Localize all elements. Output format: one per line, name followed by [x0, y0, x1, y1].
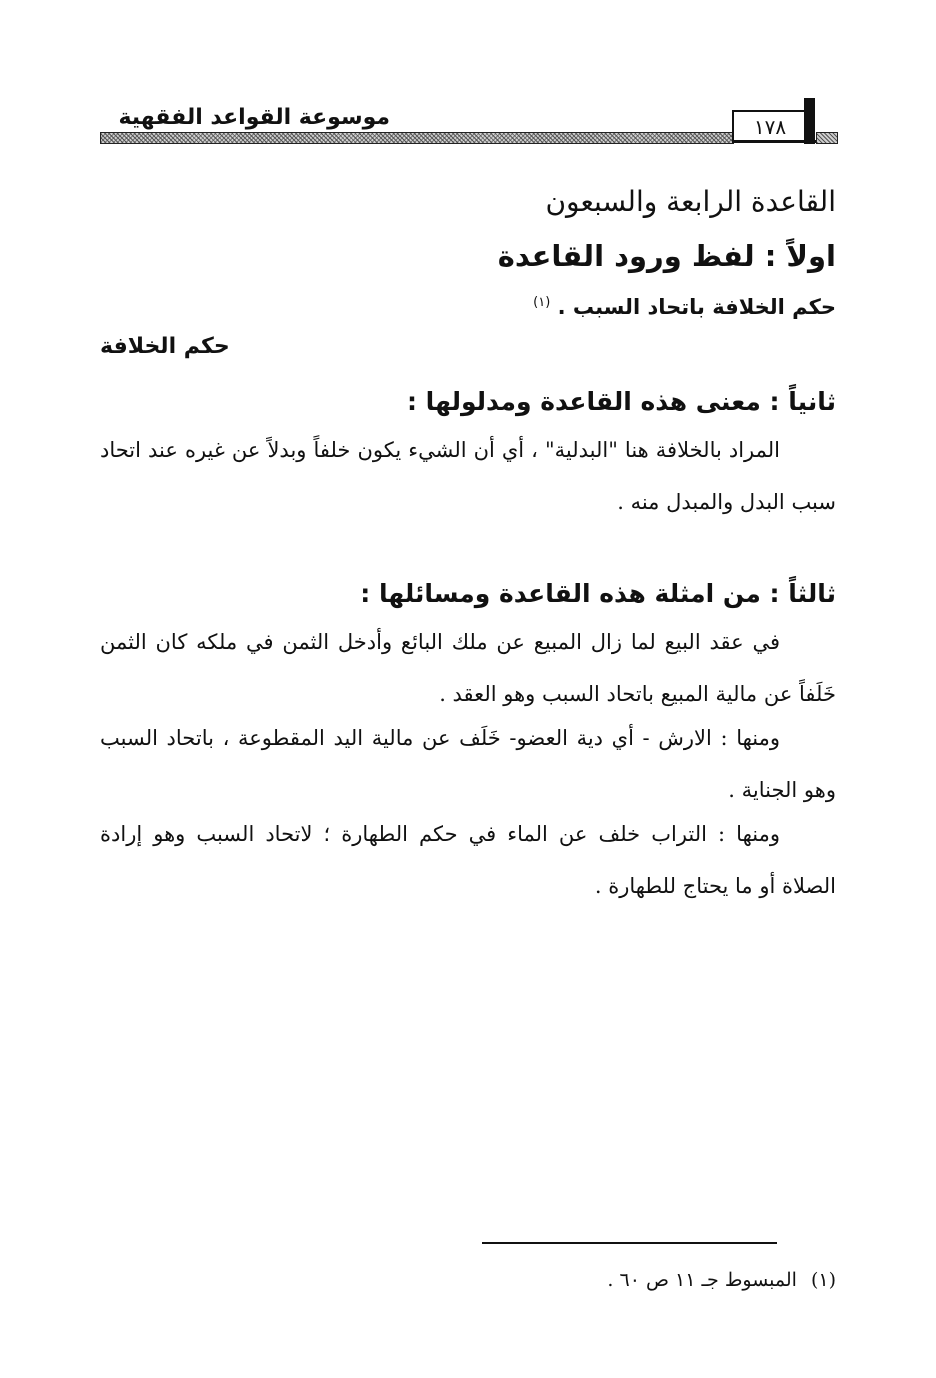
page-number-bar [804, 98, 815, 144]
book-title: موسوعة القواعد الفقهية [118, 105, 390, 130]
example-paragraph-3: ومنها : التراب خلف عن الماء في حكم الطهارة ؛ لاتحاد السبب وهو إرادة الصلاة أو ما يحتاج للطهارة . [100, 822, 836, 898]
page-header [100, 96, 838, 156]
header-ornament-band [100, 132, 734, 144]
footnote-number: (١) [810, 1269, 836, 1291]
example-paragraph-2: ومنها : الارش - أي دية العضو- خَلَف عن مالية اليد المقطوعة ، باتحاد السبب وهو الجناية . [100, 726, 836, 802]
rule-statement-text: حكم الخلافة باتحاد السبب . [557, 295, 836, 319]
example-paragraph-1: في عقد البيع لما زال المبيع عن ملك البائع وأدخل الثمن في ملكه كان الثمن خَلَفاً عن مالية المبيع باتحاد السبب وهو العقد . [100, 630, 836, 706]
header-ornament-band-right [816, 132, 838, 144]
footnote [336, 1266, 836, 1294]
rule-name: حكم الخلافة [100, 334, 230, 359]
meaning-paragraph: المراد بالخلافة هنا "البدلية" ، أي أن الشيء يكون خلفاً وبدلاً عن غيره عند اتحاد سبب البدل والمبدل منه . [100, 438, 836, 514]
footnote-divider [482, 1242, 777, 1244]
page-number: ١٧٨ [732, 110, 808, 142]
footnote-reference: (١) [533, 295, 551, 310]
section-heading-first: اولاً : لفظ ورود القاعدة [497, 239, 836, 273]
section-heading-third: ثالثاً : من امثلة هذه القاعدة ومسائلها : [360, 579, 836, 608]
section-heading-second: ثانياً : معنى هذه القاعدة ومدلولها : [406, 387, 836, 416]
footnote-text: المبسوط جـ ١١ ص ٦٠ . [607, 1269, 797, 1291]
rule-heading: القاعدة الرابعة والسبعون [545, 185, 836, 218]
rule-statement [100, 288, 836, 322]
